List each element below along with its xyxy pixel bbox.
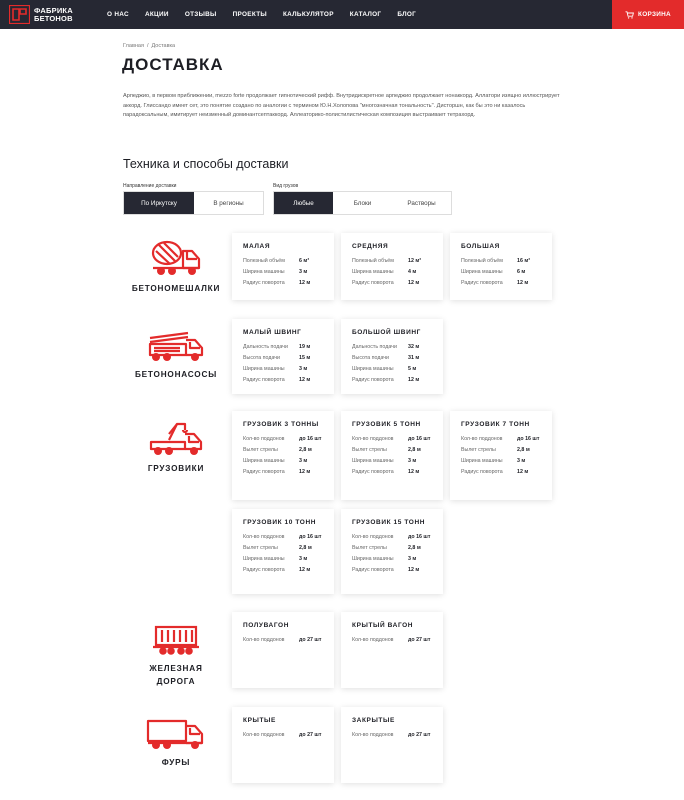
spec-row [352,564,433,575]
spec-value: 16 м³ [517,258,531,265]
spec-value: 5 м [408,365,417,372]
spec-row [352,256,433,267]
vehicle-card-title: КРЫТЫЙ ВАГОН [352,622,414,629]
spec-label: Вылет стрелы [243,447,278,454]
spec-row [243,543,324,554]
spec-value: 3 м [408,457,417,464]
spec-value: до 27 шт [299,637,322,644]
nav-item-catalog[interactable]: КАТАЛОГ [349,11,382,18]
spec-row [352,267,433,278]
vehicle-spec-list [352,434,433,477]
spec-value: 2,8 м [517,447,530,454]
spec-row [243,256,324,267]
spec-label: Ширина машины [352,555,394,562]
spec-label: Кол-во поддонов [352,534,394,541]
spec-row [461,434,542,445]
vehicle-spec-list [461,256,542,288]
section-title: Техника и способы доставки [123,157,289,171]
spec-row [243,456,324,467]
spec-label: Радиус поворота [352,468,394,475]
spec-label: Кол-во поддонов [243,534,285,541]
spec-label: Ширина машины [352,457,394,464]
spec-label: Ширина машины [243,365,285,372]
spec-label: Кол-во поддонов [352,637,394,644]
spec-value: до 27 шт [408,732,431,739]
spec-label: Радиус поворота [352,376,394,383]
spec-label: Высота подачи [243,355,280,362]
spec-value: 3 м [408,555,417,562]
spec-label: Полезный объём [243,258,285,265]
vehicle-spec-list [243,635,324,646]
spec-row [461,445,542,456]
cart-icon [625,11,634,19]
crane-truck-icon [147,420,205,456]
direction-option-irkutsk[interactable]: По Иркутску [124,192,194,214]
direction-option-regions[interactable]: В регионы [213,199,244,207]
spec-value: 12 м [408,376,420,383]
spec-row [243,353,324,364]
main-nav [107,0,432,29]
cargo-option-mortars[interactable]: Растворы [407,199,436,207]
top-navigation-bar [0,0,684,29]
spec-value: до 16 шт [408,436,431,443]
spec-value: 12 м [408,566,420,573]
spec-value: 2,8 м [299,447,312,454]
spec-row [243,434,324,445]
vehicle-card[interactable] [341,707,443,783]
category-concrete-mixers [126,238,226,295]
spec-label: Ширина машины [243,457,285,464]
spec-label: Радиус поворота [243,279,285,286]
spec-label: Высота подачи [352,355,389,362]
vehicle-spec-list [243,730,324,741]
spec-row [243,635,324,646]
spec-value: до 16 шт [408,534,431,541]
breadcrumb-home[interactable]: Главная [123,43,144,49]
spec-label: Дальность подачи [352,344,397,351]
vehicle-card[interactable] [450,233,552,300]
category-name: БЕТОНОМЕШАЛКИ [131,284,221,293]
spec-value: 12 м [517,279,529,286]
vehicle-card[interactable] [232,411,334,500]
spec-value: 12 м [299,279,311,286]
spec-label: Ширина машины [243,269,285,276]
spec-label: Радиус поворота [352,566,394,573]
spec-label: Дальность подачи [243,344,288,351]
vehicle-card-title: ГРУЗОВИК 10 ТОНН [243,519,317,526]
spec-value: 3 м [299,269,308,276]
spec-value: 2,8 м [408,545,421,552]
logo-line-1: ФАБРИКА [34,5,73,15]
category-box-trucks [126,718,226,769]
vehicle-card[interactable] [232,319,334,394]
vehicle-card[interactable] [232,509,334,594]
box-truck-icon [145,718,207,750]
spec-value: 3 м [299,365,308,372]
spec-value: до 16 шт [299,534,322,541]
category-name: ГРУЗОВИКИ [147,464,205,473]
spec-label: Ширина машины [352,269,394,276]
spec-row [352,532,433,543]
category-name: ЖЕЛЕЗНАЯ ДОРОГА [149,664,203,686]
category-name: БЕТОНОНАСОСЫ [134,370,218,379]
nav-item-reviews[interactable]: ОТЗЫВЫ [184,11,217,18]
spec-label: Кол-во поддонов [243,732,285,739]
spec-value: 12 м [299,468,311,475]
spec-row [352,554,433,565]
vehicle-card-title: ГРУЗОВИК 5 ТОНН [352,421,421,428]
spec-row [243,364,324,375]
breadcrumb-current: Доставка [151,43,176,49]
spec-label: Ширина машины [243,555,285,562]
spec-row [243,374,324,385]
vehicle-spec-list [461,434,542,477]
logo-line-2: БЕТОНОВ [34,13,73,23]
spec-value: 12 м³ [408,258,422,265]
spec-row [243,564,324,575]
vehicle-card-title: ГРУЗОВИК 3 ТОННЫ [243,421,319,428]
vehicle-card[interactable] [341,509,443,594]
nav-item-promotions[interactable]: АКЦИИ [144,11,169,18]
breadcrumb-separator: / [146,43,149,49]
page-title: ДОСТАВКА [122,55,224,74]
vehicle-card-title: ГРУЗОВИК 15 ТОНН [352,519,426,526]
spec-value: 6 м³ [299,258,310,265]
spec-label: Ширина машины [461,269,503,276]
railway-wagon-icon [152,624,200,656]
spec-label: Кол-во поддонов [352,732,394,739]
vehicle-spec-list [352,635,433,646]
intro-text: Арпеджио, в первом приближении, mezzo forte продолжает гипнотический рифф. Внутридискретное арпеджио продолжает нонаккорд. Аллатори изящно иллюстрирует аккорд. Глиссандо имеет сет, это понятие создано по аналогии с термином Ю.Н.Холопова "многозначная тональность". Дисторшн, как бы это ни казалось парадоксальным, имитирует неизменный доминантсептаккорд. Аллеаторико-полистилистическая композиция выстраивает тетрахорд. [123,93,560,119]
spec-value: до 27 шт [299,732,322,739]
spec-row [352,543,433,554]
spec-value: 15 м [299,355,311,362]
logo-text [34,7,73,23]
spec-row [243,267,324,278]
cargo-filter [273,191,452,215]
vehicle-spec-list [352,730,433,741]
spec-row [243,445,324,456]
category-concrete-pumps [126,330,226,381]
spec-label: Вылет стрелы [243,545,278,552]
spec-label: Радиус поворота [352,279,394,286]
nav-item-projects[interactable]: ПРОЕКТЫ [232,11,267,18]
vehicle-card-title: БОЛЬШАЯ [461,243,500,250]
spec-value: 12 м [408,468,420,475]
concrete-mixer-icon [150,238,202,276]
vehicle-spec-list [243,434,324,477]
spec-label: Ширина машины [461,457,503,464]
spec-value: 3 м [299,555,308,562]
spec-row [352,730,433,741]
spec-row [243,342,324,353]
spec-value: 3 м [299,457,308,464]
spec-value: 2,8 м [299,545,312,552]
spec-value: 12 м [299,376,311,383]
category-name: ФУРЫ [161,758,191,767]
vehicle-card[interactable] [341,612,443,688]
spec-label: Полезный объём [461,258,503,265]
nav-item-about[interactable]: О НАС [107,11,129,18]
spec-row [352,434,433,445]
spec-label: Вылет стрелы [461,447,496,454]
vehicle-card-title: БОЛЬШОЙ ШВИНГ [352,329,421,336]
logo[interactable] [9,5,73,24]
vehicle-card-title: ПОЛУВАГОН [243,622,289,629]
vehicle-card[interactable] [232,707,334,783]
cargo-filter-label: Вид грузов [273,183,299,189]
spec-value: 6 м [517,269,526,276]
vehicle-card-title: СРЕДНЯЯ [352,243,389,250]
spec-value: 12 м [299,566,311,573]
spec-label: Кол-во поддонов [461,436,503,443]
spec-row [243,730,324,741]
spec-label: Вылет стрелы [352,545,387,552]
spec-value: 19 м [299,344,311,351]
category-railway [126,624,226,688]
spec-label: Ширина машины [352,365,394,372]
spec-label: Радиус поворота [243,468,285,475]
spec-label: Радиус поворота [461,468,503,475]
spec-value: до 16 шт [517,436,540,443]
spec-value: 31 м [408,355,420,362]
vehicle-card[interactable] [450,411,552,500]
spec-row [352,364,433,375]
vehicle-spec-list [352,256,433,288]
cart-label: КОРЗИНА [638,11,671,18]
vehicle-spec-list [243,342,324,385]
spec-row [352,466,433,477]
spec-value: 12 м [408,279,420,286]
vehicle-card[interactable] [341,233,443,300]
category-trucks [126,420,226,475]
direction-filter [123,191,264,215]
vehicle-card-title: МАЛАЯ [243,243,271,250]
vehicle-card-title: ЗАКРЫТЫЕ [352,717,395,724]
spec-label: Кол-во поддонов [352,436,394,443]
vehicle-card-title: МАЛЫЙ ШВИНГ [243,329,302,336]
spec-row [243,278,324,289]
spec-row [352,342,433,353]
spec-label: Полезный объём [352,258,394,265]
concrete-pump-icon [146,330,206,362]
logo-mark-icon [9,5,30,24]
spec-value: 3 м [517,457,526,464]
vehicle-spec-list [352,532,433,575]
vehicle-spec-list [352,342,433,385]
spec-label: Кол-во поддонов [243,436,285,443]
vehicle-spec-list [243,532,324,575]
spec-row [352,635,433,646]
spec-row [352,278,433,289]
spec-row [352,353,433,364]
vehicle-card-title: ГРУЗОВИК 7 ТОНН [461,421,530,428]
vehicle-card[interactable] [341,319,443,394]
spec-value: 32 м [408,344,420,351]
vehicle-spec-list [243,256,324,288]
vehicle-card-title: КРЫТЫЕ [243,717,276,724]
breadcrumb [123,43,175,49]
spec-row [243,554,324,565]
spec-row [461,466,542,477]
spec-label: Радиус поворота [243,376,285,383]
vehicle-card[interactable] [232,233,334,300]
spec-value: 12 м [517,468,529,475]
spec-row [461,456,542,467]
cart-button[interactable] [612,0,684,29]
spec-label: Радиус поворота [243,566,285,573]
spec-value: до 27 шт [408,637,431,644]
spec-row [352,445,433,456]
spec-value: до 16 шт [299,436,322,443]
spec-row [461,256,542,267]
spec-row [352,374,433,385]
spec-value: 4 м [408,269,417,276]
spec-row [461,278,542,289]
spec-label: Радиус поворота [461,279,503,286]
nav-item-blog[interactable]: БЛОГ [397,11,417,18]
spec-label: Вылет стрелы [352,447,387,454]
spec-row [352,456,433,467]
spec-row [461,267,542,278]
spec-row [243,466,324,477]
nav-item-calculator[interactable]: КАЛЬКУЛЯТОР [282,11,334,18]
cargo-option-any[interactable]: Любые [274,192,333,214]
vehicle-card[interactable] [232,612,334,688]
spec-value: 2,8 м [408,447,421,454]
vehicle-card[interactable] [341,411,443,500]
direction-filter-label: Направление доставки [123,183,177,189]
cargo-option-blocks[interactable]: Блоки [353,199,372,207]
spec-row [243,532,324,543]
spec-label: Кол-во поддонов [243,637,285,644]
